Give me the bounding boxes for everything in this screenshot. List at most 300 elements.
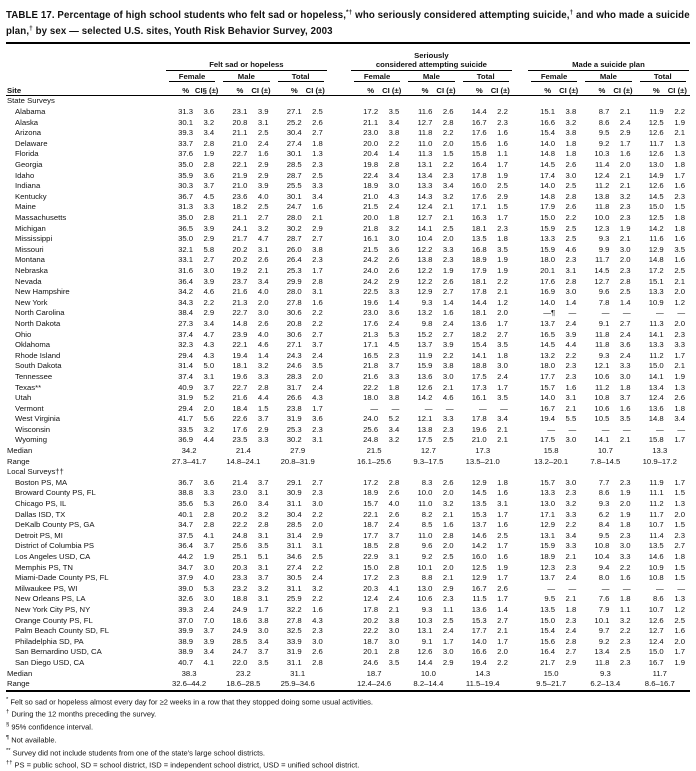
- ci-value: 3.0: [388, 234, 400, 244]
- percent-value: 11.7: [595, 255, 610, 265]
- percent-value: 15.8: [471, 149, 487, 159]
- ci-value: 1.5: [257, 403, 269, 413]
- percent-value: 20.4: [363, 149, 379, 159]
- ci-value: 4.0: [203, 573, 215, 583]
- ci-value: —: [500, 403, 508, 413]
- footnote: † During the 12 months preceding the survey.: [6, 709, 157, 719]
- percent-value: 30.5: [286, 573, 302, 583]
- site-name: District of Columbia PS: [15, 541, 95, 551]
- ci-value: 3.3: [257, 371, 269, 381]
- percent-value: 15.9: [540, 244, 556, 254]
- ci-value: 3.2: [619, 615, 631, 625]
- ci-value: 2.1: [497, 287, 508, 297]
- ci-value: 1.9: [619, 223, 631, 233]
- ci-value: 2.1: [442, 202, 454, 212]
- percent-value: 8.6: [598, 488, 610, 498]
- percent-value: 12.4: [417, 202, 433, 212]
- ci-value: 2.5: [312, 170, 323, 180]
- percent-value: 31.4: [178, 361, 194, 371]
- table-row: [6, 626, 690, 637]
- ci-value: 4.5: [388, 340, 400, 350]
- percent-value: 33.1: [178, 255, 194, 265]
- percent-value: 36.4: [178, 541, 194, 551]
- sex-column-head: [459, 71, 513, 82]
- ci-value: 2.3: [312, 488, 323, 498]
- median-value: 15.8: [543, 446, 559, 456]
- percent-value: 12.1: [594, 361, 610, 371]
- group-gap: [513, 277, 527, 288]
- median-value: 11.7: [652, 668, 667, 678]
- percent-value: 16.6: [471, 647, 487, 657]
- sex-label: Male: [223, 72, 269, 83]
- percent-value: 14.0: [540, 138, 556, 148]
- range-value: 13.5–21.0: [465, 456, 500, 466]
- ci-value: —: [568, 308, 577, 318]
- ci-value: 1.9: [497, 265, 508, 275]
- percent-value: 37.4: [178, 371, 194, 381]
- ci-value: 2.0: [203, 403, 215, 413]
- ci-value: 2.2: [388, 138, 400, 148]
- ci-value: 1.9: [497, 562, 508, 572]
- ci-value: 7.0: [203, 615, 215, 625]
- percent-value: 9.6: [598, 287, 610, 297]
- site-name: Texas**: [15, 382, 42, 392]
- percent-value: 9.5: [598, 128, 610, 138]
- group-gap: [328, 171, 350, 182]
- percent-value: 27.4: [286, 562, 302, 572]
- percent-value: 11.2: [649, 499, 664, 509]
- percent-value: 12.7: [648, 626, 664, 636]
- ci-value: 3.0: [619, 371, 631, 381]
- group-gap: [328, 626, 350, 637]
- percent-value: 10.6: [417, 594, 433, 604]
- percent-value: 8.3: [421, 477, 433, 487]
- ci-value: 3.3: [388, 287, 400, 297]
- table-row: [6, 118, 690, 129]
- ci-value: 2.6: [388, 488, 400, 498]
- ci-value: 3.4: [442, 181, 454, 191]
- percent-value: 9.9: [598, 244, 610, 254]
- site-name: Orange County PS, FL: [15, 615, 93, 625]
- yrbs-table: [6, 45, 690, 691]
- percent-value: 20.1: [540, 265, 556, 275]
- ci-value: 3.0: [257, 626, 269, 636]
- percent-value: 9.2: [421, 552, 433, 561]
- percent-value: 13.7: [540, 318, 556, 328]
- site-name: New York City PS, NY: [15, 604, 91, 614]
- percent-value: 19.6: [232, 371, 248, 381]
- ci-value: 3.2: [565, 499, 577, 509]
- percent-value: 18.1: [471, 223, 487, 233]
- range-value: 18.6–28.5: [226, 679, 261, 689]
- percent-value: 28.5: [286, 520, 302, 530]
- range-value: 14.8–24.1: [226, 456, 261, 466]
- ci-value: 3.6: [203, 477, 215, 487]
- ci-value: 2.2: [442, 160, 454, 170]
- median-value: 18.7: [366, 668, 382, 678]
- ci-value: 2.3: [565, 361, 577, 371]
- ci-value: 2.3: [619, 477, 631, 487]
- ci-value: 2.4: [442, 318, 454, 328]
- ci-value: —: [391, 403, 400, 413]
- percent-value: 18.8: [232, 594, 248, 604]
- ci-value: 3.3: [442, 244, 454, 254]
- group-gap: [513, 647, 527, 658]
- ci-value: 3.2: [257, 509, 269, 519]
- ci-value: 1.6: [619, 149, 631, 159]
- percent-column-label: %: [350, 82, 379, 96]
- percent-value: 12.9: [471, 573, 487, 583]
- range-row: [6, 679, 690, 691]
- percent-value: 15.4: [471, 340, 487, 350]
- site-name: Nevada: [15, 276, 42, 286]
- percent-value: 24.2: [363, 276, 379, 286]
- ci-value: 1.7: [674, 477, 685, 487]
- table-row: [6, 647, 690, 658]
- percent-value: 25.2: [286, 117, 302, 127]
- percent-value: 23.3: [232, 573, 248, 583]
- site-name: North Carolina: [15, 308, 65, 318]
- percent-value: 30.4: [286, 509, 302, 519]
- percent-value: 12.6: [648, 128, 664, 138]
- percent-value: 14.1: [471, 350, 487, 360]
- percent-value: 14.4: [417, 657, 433, 667]
- ci-value: 3.7: [312, 340, 323, 350]
- ci-value: 3.3: [388, 371, 400, 381]
- title-superscript: †: [569, 9, 574, 16]
- ci-value: 3.1: [257, 594, 269, 604]
- percent-value: 21.8: [363, 223, 379, 233]
- percent-value: 11.3: [649, 318, 664, 328]
- percent-value: 22.7: [232, 149, 248, 159]
- group-gap: [513, 552, 527, 563]
- table-row: [6, 594, 690, 605]
- percent-value: 14.0: [471, 636, 487, 646]
- percent-value: 20.2: [363, 615, 379, 625]
- ci-value: 2.1: [257, 265, 269, 275]
- ci-value: 2.1: [619, 170, 631, 180]
- range-value: 8.6–16.7: [644, 679, 675, 689]
- ci-value: 2.3: [312, 160, 323, 170]
- group-label: Made a suicide plan: [572, 59, 645, 69]
- percent-value: 21.1: [363, 117, 379, 127]
- site-name: Detroit PS, MI: [15, 530, 63, 540]
- percent-value: 15.9: [540, 541, 556, 551]
- column-group-3: [527, 45, 690, 71]
- footnote-symbol: *: [6, 696, 9, 703]
- table-row: [6, 319, 690, 330]
- range-label: Range: [7, 679, 30, 689]
- ci-value: 2.8: [203, 520, 215, 530]
- ci-value: 3.9: [203, 276, 215, 286]
- ci-value: 3.2: [442, 191, 454, 201]
- sex-column-head: [636, 71, 690, 82]
- percent-value: 28.7: [286, 234, 302, 244]
- percent-value: 14.1: [648, 329, 664, 339]
- percent-value: —: [370, 403, 379, 413]
- sex-column-head: [274, 71, 328, 82]
- range-value: 11.5–19.4: [465, 679, 500, 689]
- table-row: [6, 192, 690, 203]
- ci-value: 2.6: [257, 318, 269, 328]
- percent-value: 12.3: [594, 223, 610, 233]
- percent-value: 26.4: [286, 255, 302, 265]
- group-gap: [328, 308, 350, 319]
- percent-value: 17.8: [471, 414, 487, 424]
- ci-value: 3.9: [257, 181, 269, 191]
- group-gap: [513, 192, 527, 203]
- ci-value: 1.6: [497, 128, 508, 138]
- ci-value: 4.4: [203, 435, 215, 445]
- group-gap: [328, 541, 350, 552]
- group-gap: [513, 298, 527, 309]
- percent-value: 31.6: [178, 265, 194, 275]
- ci-value: 3.0: [565, 287, 577, 297]
- ci-value: 2.0: [619, 499, 631, 509]
- ci-value: 2.8: [203, 160, 215, 170]
- ci-value: 1.4: [257, 350, 269, 360]
- ci-value: 3.0: [388, 626, 400, 636]
- ci-value: 2.0: [674, 636, 685, 646]
- percent-value: 17.6: [471, 191, 487, 201]
- ci-value: 1.4: [442, 297, 454, 307]
- percent-value: 21.6: [232, 287, 248, 297]
- ci-value: 2.3: [442, 594, 454, 604]
- percent-value: 12.2: [417, 244, 433, 254]
- site-name: Rhode Island: [15, 350, 61, 360]
- percent-value: 15.0: [648, 361, 664, 371]
- ci-value: 3.5: [497, 244, 508, 254]
- percent-value: 22.7: [232, 382, 248, 392]
- ci-value: 3.2: [203, 424, 215, 434]
- percent-value: 21.0: [232, 138, 248, 148]
- percent-value: 31.9: [286, 647, 302, 657]
- site-name: South Dakota: [15, 361, 62, 371]
- percent-value: 22.5: [363, 287, 379, 297]
- group-gap: [513, 425, 527, 436]
- ci-value: 1.8: [497, 350, 508, 360]
- group-gap: [328, 277, 350, 288]
- ci-value: —: [622, 583, 631, 593]
- ci-value: 1.9: [674, 657, 685, 667]
- ci-value: 2.3: [388, 350, 400, 360]
- site-name: Wyoming: [15, 435, 47, 445]
- ci-value: 2.8: [257, 382, 269, 392]
- ci-value: 1.8: [497, 234, 508, 244]
- group-gap: [328, 584, 350, 595]
- ci-value: 2.6: [565, 160, 577, 170]
- percent-value: 12.2: [417, 276, 433, 286]
- percent-value: 9.5: [544, 594, 556, 604]
- percent-value: 12.2: [417, 265, 433, 275]
- percent-value: 17.2: [363, 107, 379, 117]
- sex-column-head: [404, 71, 458, 82]
- percent-value: 27.4: [286, 138, 302, 148]
- range-value: 20.8–31.9: [280, 456, 315, 466]
- ci-value: 2.8: [203, 138, 215, 148]
- ci-value: 3.9: [203, 636, 215, 646]
- ci-value: 2.6: [497, 583, 508, 593]
- ci-value: 3.0: [565, 477, 577, 487]
- percent-value: 13.1: [540, 530, 556, 540]
- percent-value: 14.0: [540, 297, 556, 307]
- group-gap: [328, 510, 350, 521]
- percent-value: 12.9: [648, 244, 664, 254]
- percent-value: 9.4: [598, 562, 610, 572]
- site-name: Alaska: [15, 117, 39, 127]
- site-name: Boston PS, MA: [15, 477, 68, 487]
- ci-value: 1.5: [674, 573, 685, 583]
- percent-value: 21.4: [232, 477, 248, 487]
- percent-value: 24.6: [286, 361, 302, 371]
- percent-value: 21.6: [232, 393, 248, 403]
- footnote: ¶ Not available.: [6, 734, 57, 745]
- ci-value: 2.5: [442, 435, 454, 445]
- group-gap: [513, 181, 527, 192]
- ci-column-label: CI (±): [303, 82, 328, 96]
- ci-value: 2.3: [442, 424, 454, 434]
- ci-value: 2.9: [312, 223, 323, 233]
- percent-value: 15.7: [540, 477, 556, 487]
- sex-column-head: [165, 71, 219, 82]
- table-row: [6, 224, 690, 235]
- percent-value: 13.7: [417, 340, 433, 350]
- range-value: 32.6–44.2: [171, 679, 207, 689]
- ci-value: 2.2: [565, 350, 577, 360]
- document-page: [6, 6, 690, 771]
- ci-value: 2.7: [312, 329, 323, 339]
- percent-value: 13.5: [540, 604, 556, 614]
- ci-value: 2.4: [619, 117, 631, 127]
- section-heading-row: [6, 96, 690, 107]
- ci-value: 2.4: [312, 573, 323, 583]
- ci-value: 2.4: [442, 626, 454, 636]
- column-group-1: [165, 45, 328, 71]
- ci-value: 1.3: [674, 382, 685, 392]
- ci-value: 5.6: [203, 414, 215, 424]
- ci-value: 2.6: [442, 276, 454, 286]
- ci-value: 2.9: [619, 128, 631, 138]
- ci-value: 1.8: [565, 149, 577, 159]
- ci-value: 3.2: [388, 435, 400, 445]
- percent-value: 27.8: [286, 297, 302, 307]
- group-gap: [513, 45, 527, 71]
- range-label: Range: [7, 456, 30, 466]
- footnote-symbol: ††: [6, 760, 13, 767]
- percent-value: —: [547, 583, 556, 593]
- percent-value: 21.7: [540, 657, 556, 667]
- percent-value: 23.6: [232, 191, 248, 201]
- ci-value: —: [568, 583, 577, 593]
- site-name: Vermont: [15, 403, 44, 413]
- range-value: 16.1–25.6: [357, 456, 392, 466]
- percent-value: 9.3: [598, 350, 610, 360]
- percent-value: 17.8: [363, 604, 379, 614]
- percent-column-label: %: [404, 82, 433, 96]
- group-gap: [328, 361, 350, 372]
- ci-value: 3.6: [619, 340, 631, 350]
- ci-value: 2.0: [497, 308, 508, 318]
- percent-value: 12.5: [648, 117, 664, 127]
- percent-value: 10.1: [417, 562, 433, 572]
- percent-value: 20.1: [363, 647, 379, 657]
- percent-value: 10.7: [648, 604, 664, 614]
- group-gap: [328, 658, 350, 669]
- group-gap: [513, 340, 527, 351]
- percent-value: 12.4: [594, 170, 610, 180]
- ci-value: 2.2: [619, 626, 631, 636]
- percent-value: 16.7: [540, 403, 556, 413]
- ci-value: 2.6: [388, 265, 400, 275]
- percent-value: 31.3: [178, 202, 194, 212]
- percent-value: 28.7: [286, 170, 302, 180]
- ci-value: 1.8: [674, 552, 685, 561]
- ci-value: 3.4: [312, 191, 323, 201]
- percent-value: 14.1: [417, 223, 433, 233]
- percent-value: 16.6: [540, 117, 556, 127]
- percent-value: 24.3: [286, 350, 302, 360]
- ci-value: 3.1: [312, 435, 323, 445]
- ci-value: 4.4: [257, 393, 269, 403]
- ci-value: 1.9: [674, 117, 685, 127]
- ci-value: 2.3: [565, 488, 577, 498]
- percent-value: 33.5: [178, 424, 194, 434]
- ci-value: 1.6: [497, 552, 508, 561]
- ci-value: 3.0: [388, 181, 400, 191]
- percent-value: 11.8: [595, 329, 610, 339]
- group-gap: [513, 457, 527, 468]
- ci-value: 2.3: [312, 255, 323, 265]
- ci-value: 3.8: [388, 128, 400, 138]
- ci-value: 2.1: [565, 594, 577, 604]
- percent-value: 29.4: [178, 350, 194, 360]
- ci-value: 3.5: [388, 657, 400, 667]
- percent-value: 23.9: [232, 329, 248, 339]
- group-gap: [328, 340, 350, 351]
- ci-value: 2.3: [312, 424, 323, 434]
- percent-value: 13.7: [540, 573, 556, 583]
- percent-value: —: [656, 308, 664, 318]
- percent-value: 11.2: [649, 350, 664, 360]
- ci-value: 2.3: [497, 117, 508, 127]
- group-gap: [328, 160, 350, 171]
- percent-value: 18.1: [471, 276, 487, 286]
- site-name: New York: [15, 297, 48, 307]
- percent-value: 24.7: [286, 202, 302, 212]
- site-name: Delaware: [15, 138, 48, 148]
- sex-label: Female: [354, 72, 400, 83]
- ci-value: 3.0: [565, 435, 577, 445]
- ci-value: 3.4: [388, 117, 400, 127]
- percent-value: 25.1: [232, 552, 248, 561]
- section-heading: Local Surveys††: [7, 467, 64, 477]
- group-gap: [328, 393, 350, 404]
- sex-label: Female: [531, 72, 577, 83]
- percent-value: 22.9: [363, 552, 379, 561]
- table-row: [6, 149, 690, 160]
- percent-value: 30.1: [286, 191, 302, 201]
- ci-value: 2.5: [442, 552, 454, 561]
- group-gap: [328, 404, 350, 415]
- ci-value: 3.5: [388, 107, 400, 117]
- percent-value: 19.6: [471, 424, 487, 434]
- table-row: [6, 404, 690, 415]
- ci-value: 1.1: [619, 604, 631, 614]
- percent-value: 14.2: [471, 541, 487, 551]
- group-gap: [328, 118, 350, 129]
- sex-column-head: [527, 71, 581, 82]
- percent-value: 12.1: [417, 414, 433, 424]
